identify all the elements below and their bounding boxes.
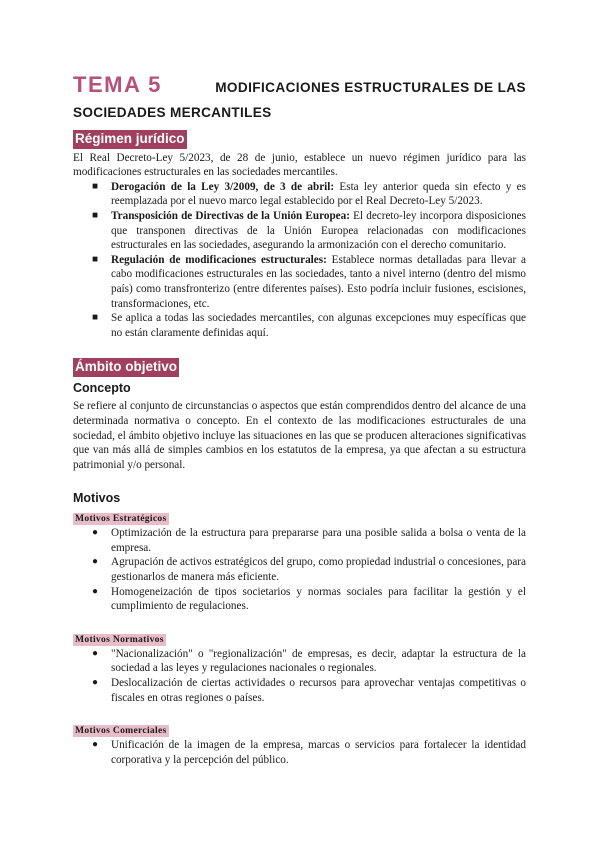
- item-bold-lead: Transposición de Directivas de la Unión Europea:: [111, 209, 350, 222]
- item-text: Esta ley anterior queda sin efecto y es reemplazada por el nuevo marco legal establecido por el Real Decreto-Ley 5/2023.: [111, 180, 526, 208]
- bullet-icon: ●: [92, 647, 99, 659]
- motivos-estrategicos-label: Motivos Estratégicos: [75, 513, 167, 525]
- item-text: Deslocalización de ciertas actividades o recursos para aprovechar ventajas competitivas o fiscales en otras regiones o países.: [111, 677, 526, 704]
- bullet-icon: ■: [92, 312, 99, 324]
- item-text: Se aplica a todas las sociedades mercantiles, con algunas excepciones muy específicas que no están claramente definidas aquí.: [111, 312, 526, 339]
- bullet-icon: ■: [92, 180, 99, 192]
- bullet-icon: ●: [92, 585, 99, 597]
- list-item: [92, 253, 526, 311]
- item-text: Agrupación de activos estratégicos del grupo, como propiedad industrial o concesiones, para gestionarlos de manera más eficiente.: [111, 556, 526, 584]
- list-item: [92, 526, 526, 555]
- concepto-text: Se refiere al conjunto de circunstancias o aspectos que están comprendidos dentro del alcance de una determinada normativa o concepto. En el contexto de las modificaciones estructurales de una sociedad, el ámbito objetivo incluye las situaciones en las que se producen alteraciones significativas que van más allá de simples cambios en los estatutos de la empresa, ya que afectan a su estructura patrimonial y/o personal.: [73, 400, 526, 471]
- item-text: Unificación de la imagen de la empresa, marcas o servicios para fortalecer la identidad corporativa y la percepción del público.: [111, 739, 526, 766]
- item-text: "Nacionalización" o "regionalización" de empresas, es decir, adaptar la estructura de la sociedad a las leyes y regulaciones nacionales o regionales.: [111, 647, 526, 675]
- list-item: [92, 647, 526, 676]
- item-text: Establece normas detalladas para llevar a cabo modificaciones estructurales en las sociedades, tanto a nivel interno (dentro del mismo país) como transfronterizo (entre diferentes países). Esto podría incluir fusiones, escisiones, transformaciones, etc.: [111, 253, 526, 310]
- list-item: [92, 676, 526, 705]
- section-heading-ambito: Ámbito objetivo: [73, 358, 179, 377]
- title-line-1: MODIFICACIONES ESTRUCTURALES DE LAS: [215, 80, 526, 95]
- tema-number: TEMA 5: [73, 72, 162, 97]
- title-line-2: SOCIEDADES MERCANTILES: [73, 105, 272, 120]
- list-item: [92, 738, 526, 767]
- motivos-comerciales-label: Motivos Comerciales: [75, 725, 167, 737]
- bullet-icon: ●: [92, 527, 99, 539]
- motivos-normativos-list: [73, 647, 526, 705]
- section-heading-regimen: Régimen jurídico: [73, 130, 187, 149]
- motivos-normativos-label: Motivos Normativos: [75, 633, 164, 645]
- list-item: [92, 311, 526, 340]
- item-text: Homogeneización de tipos societarios y normas sociales para facilitar la gestión y el cumplimiento de regulaciones.: [111, 585, 526, 613]
- regimen-intro: El Real Decreto-Ley 5/2023, de 28 de junio, establece un nuevo régimen jurídico para las modificaciones estructurales en las sociedades mercantiles.: [73, 151, 526, 179]
- bullet-icon: ■: [92, 253, 99, 265]
- item-bold-lead: Regulación de modificaciones estructurales:: [111, 253, 327, 266]
- motivos-comerciales-list: [73, 738, 526, 767]
- bullet-icon: ●: [92, 556, 99, 568]
- list-item: [92, 209, 526, 253]
- document-title: [73, 74, 526, 120]
- list-item: [92, 555, 526, 584]
- list-item: [92, 180, 526, 209]
- item-bold-lead: Derogación de la Ley 3/2009, de 3 de abril:: [111, 180, 335, 193]
- motivos-estrategicos-list: [73, 526, 526, 614]
- motivos-title: Motivos: [73, 491, 121, 506]
- regimen-list: [73, 180, 526, 341]
- list-item: [92, 585, 526, 614]
- item-text: El decreto-ley incorpora disposiciones que transponen directivas de la Unión Europea relacionadas con modificaciones estructurales en las sociedades, asegurando la armonización con el derecho comunitario.: [111, 209, 526, 252]
- concepto-title: Concepto: [73, 381, 131, 396]
- item-text: Optimización de la estructura para prepararse para una posible salida a bolsa o venta de la empresa.: [111, 527, 526, 554]
- bullet-icon: ■: [92, 209, 99, 221]
- bullet-icon: ●: [92, 677, 99, 689]
- bullet-icon: ●: [92, 739, 99, 751]
